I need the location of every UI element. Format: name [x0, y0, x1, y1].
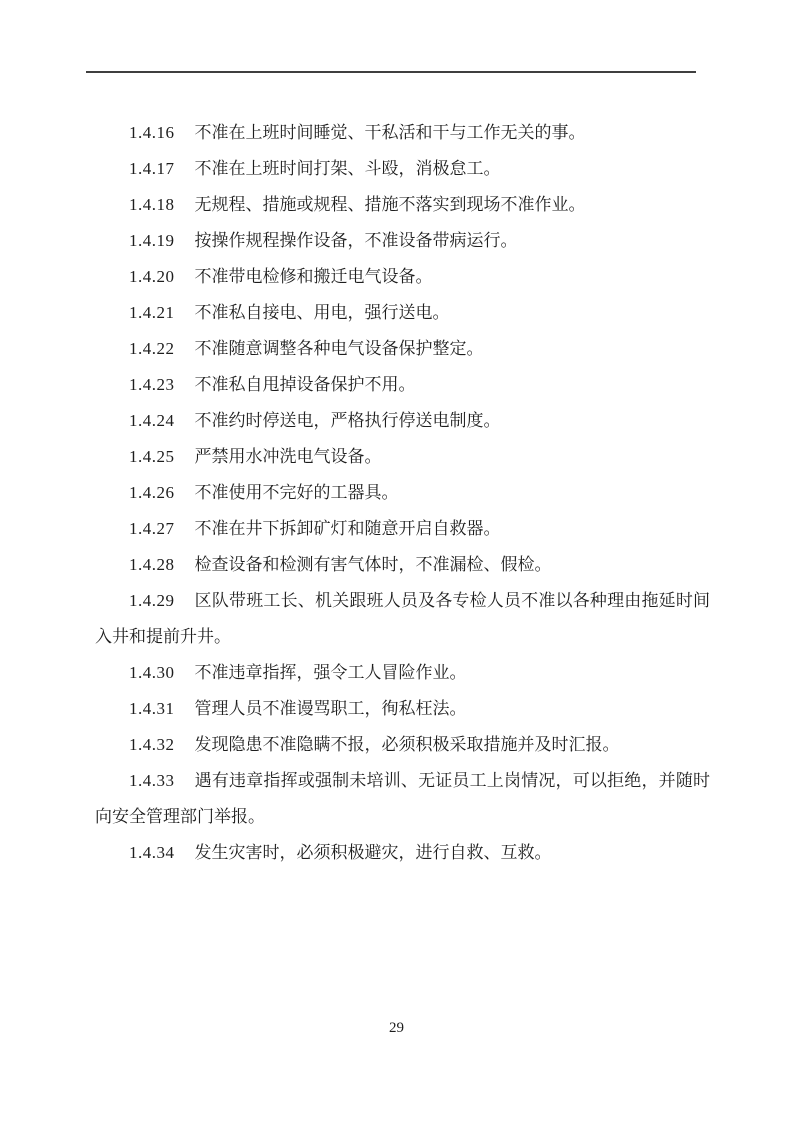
item-text: 不准带电检修和搬迁电气设备。: [194, 267, 433, 286]
item-number: 1.4.28: [129, 555, 175, 574]
item-text: 区队带班工长、机关跟班人员及各专检人员不准以各种理由拖延时间入井和提前升井。: [95, 591, 710, 646]
item-text: 遇有违章指挥或强制未培训、无证员工上岗情况，可以拒绝，并随时向安全管理部门举报。: [95, 771, 710, 826]
item-number: 1.4.29: [129, 591, 175, 610]
list-item: [95, 583, 710, 655]
item-text: 不准使用不完好的工器具。: [194, 483, 399, 502]
item-number: 1.4.24: [129, 411, 175, 430]
list-item: [95, 151, 710, 187]
list-item: [95, 763, 710, 835]
item-number: 1.4.23: [129, 375, 175, 394]
item-number: 1.4.16: [129, 123, 175, 142]
item-number: 1.4.33: [129, 771, 175, 790]
item-text: 无规程、措施或规程、措施不落实到现场不准作业。: [194, 195, 586, 214]
item-number: 1.4.30: [129, 663, 175, 682]
list-item: [95, 655, 710, 691]
list-item: [95, 295, 710, 331]
page-number: 29: [389, 1020, 404, 1036]
list-item: [95, 439, 710, 475]
item-text: 按操作规程操作设备，不准设备带病运行。: [194, 231, 518, 250]
item-text: 严禁用水冲洗电气设备。: [194, 447, 382, 466]
item-number: 1.4.26: [129, 483, 175, 502]
item-text: 检查设备和检测有害气体时，不准漏检、假检。: [194, 555, 552, 574]
item-number: 1.4.22: [129, 339, 175, 358]
item-number: 1.4.18: [129, 195, 175, 214]
list-item: [95, 691, 710, 727]
item-text: 不准在井下拆卸矿灯和随意开启自救器。: [194, 519, 501, 538]
item-number: 1.4.21: [129, 303, 175, 322]
item-text: 管理人员不准谩骂职工，徇私枉法。: [194, 699, 467, 718]
list-item: [95, 475, 710, 511]
item-number: 1.4.32: [129, 735, 175, 754]
list-item: [95, 115, 710, 151]
item-number: 1.4.25: [129, 447, 175, 466]
list-item: [95, 511, 710, 547]
item-text: 不准私自接电、用电，强行送电。: [194, 303, 450, 322]
list-item: [95, 187, 710, 223]
item-number: 1.4.31: [129, 699, 175, 718]
item-number: 1.4.27: [129, 519, 175, 538]
item-text: 不准随意调整各种电气设备保护整定。: [194, 339, 484, 358]
item-number: 1.4.17: [129, 159, 175, 178]
list-item: [95, 835, 710, 871]
list-item: [95, 223, 710, 259]
header-rule: [86, 71, 696, 73]
item-number: 1.4.19: [129, 231, 175, 250]
item-text: 不准约时停送电，严格执行停送电制度。: [194, 411, 501, 430]
list-item: [95, 367, 710, 403]
item-text: 发生灾害时，必须积极避灾，进行自救、互救。: [194, 843, 552, 862]
list-item: [95, 727, 710, 763]
item-text: 不准在上班时间睡觉、干私活和干与工作无关的事。: [194, 123, 586, 142]
list-item: [95, 331, 710, 367]
item-number: 1.4.20: [129, 267, 175, 286]
item-text: 不准私自甩掉设备保护不用。: [194, 375, 416, 394]
item-text: 发现隐患不准隐瞒不报，必须积极采取措施并及时汇报。: [194, 735, 620, 754]
rules-list: [95, 115, 710, 871]
list-item: [95, 403, 710, 439]
item-number: 1.4.34: [129, 843, 175, 862]
item-text: 不准在上班时间打架、斗殴，消极怠工。: [194, 159, 501, 178]
item-text: 不准违章指挥，强令工人冒险作业。: [194, 663, 467, 682]
list-item: [95, 547, 710, 583]
list-item: [95, 259, 710, 295]
